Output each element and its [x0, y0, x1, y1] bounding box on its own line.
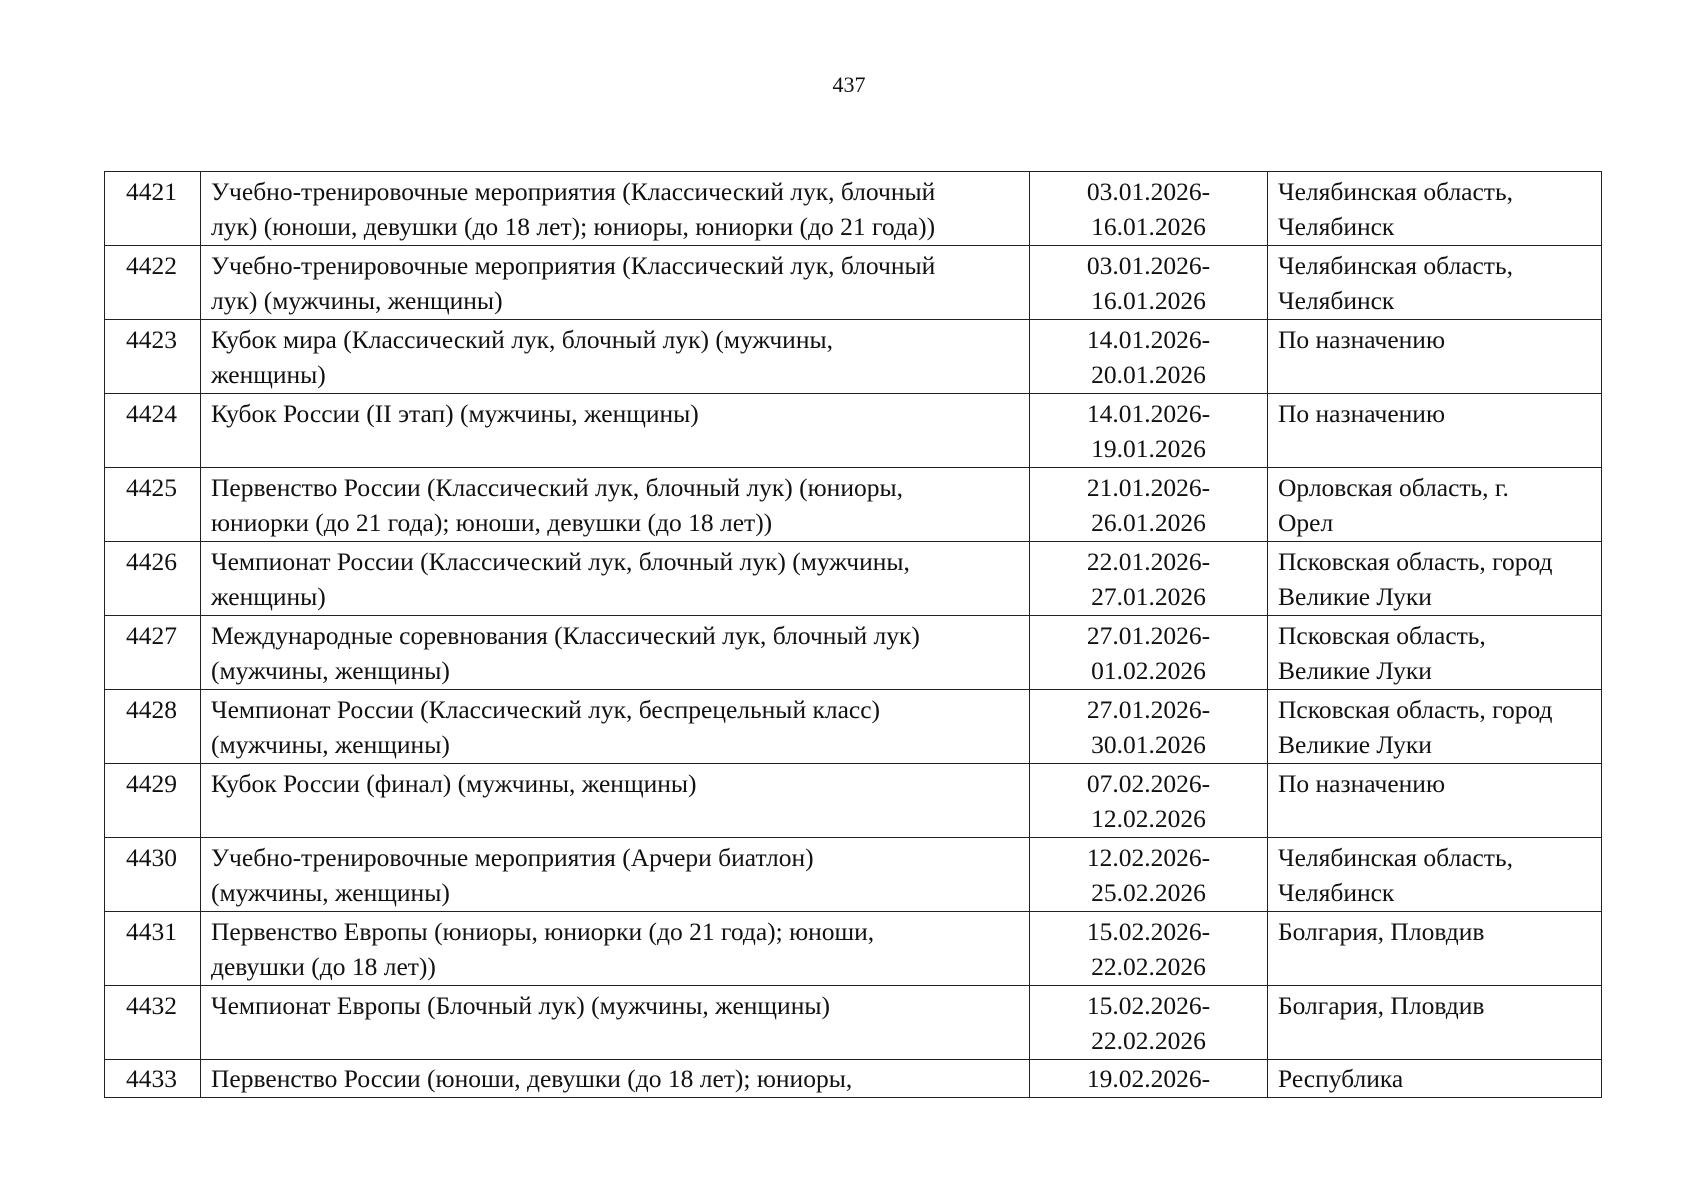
event-dates: 15.02.2026- 22.02.2026	[1030, 912, 1268, 986]
event-number: 4433	[105, 1060, 201, 1098]
event-number: 4425	[105, 468, 201, 542]
event-dates: 03.01.2026- 16.01.2026	[1030, 246, 1268, 320]
event-number: 4429	[105, 764, 201, 838]
event-place: По назначению	[1268, 320, 1602, 394]
event-dates: 14.01.2026- 19.01.2026	[1030, 394, 1268, 468]
event-number: 4432	[105, 986, 201, 1060]
event-dates: 27.01.2026- 30.01.2026	[1030, 690, 1268, 764]
event-dates: 22.01.2026- 27.01.2026	[1030, 542, 1268, 616]
event-place: Орловская область, г. Орел	[1268, 468, 1602, 542]
table-row	[105, 986, 1602, 1060]
event-dates: 27.01.2026- 01.02.2026	[1030, 616, 1268, 690]
event-number: 4423	[105, 320, 201, 394]
table-row	[105, 542, 1602, 616]
event-name: Первенство России (Классический лук, блочный лук) (юниоры, юниорки (до 21 года); юноши, девушки (до 18 лет))	[201, 468, 1030, 542]
event-number: 4428	[105, 690, 201, 764]
event-name: Чемпионат России (Классический лук, блочный лук) (мужчины, женщины)	[201, 542, 1030, 616]
event-place: Болгария, Пловдив	[1268, 912, 1602, 986]
event-dates: 03.01.2026- 16.01.2026	[1030, 172, 1268, 246]
table-row	[105, 764, 1602, 838]
table-row	[105, 320, 1602, 394]
event-number: 4426	[105, 542, 201, 616]
events-table	[104, 171, 1602, 1098]
event-number: 4424	[105, 394, 201, 468]
event-number: 4430	[105, 838, 201, 912]
event-place: Челябинская область, Челябинск	[1268, 246, 1602, 320]
event-name: Чемпионат России (Классический лук, беспрецельный класс) (мужчины, женщины)	[201, 690, 1030, 764]
event-name: Первенство Европы (юниоры, юниорки (до 21 года); юноши, девушки (до 18 лет))	[201, 912, 1030, 986]
event-place: Псковская область, город Великие Луки	[1268, 690, 1602, 764]
event-place: Челябинская область, Челябинск	[1268, 838, 1602, 912]
event-dates: 21.01.2026- 26.01.2026	[1030, 468, 1268, 542]
page-number: 437	[832, 72, 866, 97]
event-dates: 14.01.2026- 20.01.2026	[1030, 320, 1268, 394]
event-number: 4422	[105, 246, 201, 320]
event-name: Кубок России (II этап) (мужчины, женщины)	[201, 394, 1030, 468]
event-dates: 19.02.2026-	[1030, 1060, 1268, 1098]
table-row	[105, 690, 1602, 764]
table-row	[105, 1060, 1602, 1098]
table-row	[105, 468, 1602, 542]
event-number: 4427	[105, 616, 201, 690]
event-place: Псковская область, Великие Луки	[1268, 616, 1602, 690]
event-dates: 12.02.2026- 25.02.2026	[1030, 838, 1268, 912]
table-row	[105, 838, 1602, 912]
event-name: Международные соревнования (Классический лук, блочный лук) (мужчины, женщины)	[201, 616, 1030, 690]
event-name: Чемпионат Европы (Блочный лук) (мужчины, женщины)	[201, 986, 1030, 1060]
event-place: Челябинская область, Челябинск	[1268, 172, 1602, 246]
table-row	[105, 172, 1602, 246]
event-dates: 15.02.2026- 22.02.2026	[1030, 986, 1268, 1060]
table-row	[105, 616, 1602, 690]
event-place: По назначению	[1268, 394, 1602, 468]
table-row	[105, 246, 1602, 320]
event-number: 4421	[105, 172, 201, 246]
event-name: Учебно-тренировочные мероприятия (Классический лук, блочный лук) (юноши, девушки (до 18 лет); юниоры, юниорки (до 21 года))	[201, 172, 1030, 246]
event-name: Кубок мира (Классический лук, блочный лук) (мужчины, женщины)	[201, 320, 1030, 394]
event-place: Болгария, Пловдив	[1268, 986, 1602, 1060]
event-name: Кубок России (финал) (мужчины, женщины)	[201, 764, 1030, 838]
event-name: Учебно-тренировочные мероприятия (Арчери биатлон) (мужчины, женщины)	[201, 838, 1030, 912]
event-place: Республика	[1268, 1060, 1602, 1098]
event-place: Псковская область, город Великие Луки	[1268, 542, 1602, 616]
event-place: По назначению	[1268, 764, 1602, 838]
table-row	[105, 394, 1602, 468]
event-dates: 07.02.2026- 12.02.2026	[1030, 764, 1268, 838]
table-row	[105, 912, 1602, 986]
event-name: Учебно-тренировочные мероприятия (Классический лук, блочный лук) (мужчины, женщины)	[201, 246, 1030, 320]
event-name: Первенство России (юноши, девушки (до 18 лет); юниоры,	[201, 1060, 1030, 1098]
event-number: 4431	[105, 912, 201, 986]
